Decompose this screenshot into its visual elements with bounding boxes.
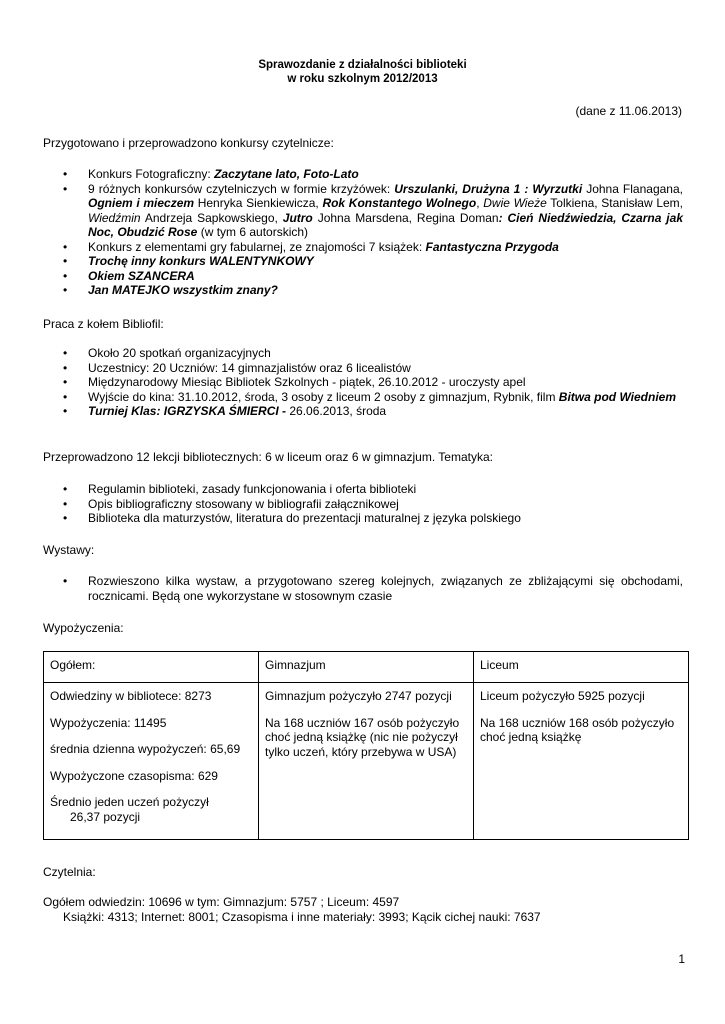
list-item: • Biblioteka dla maturzystów, literatura do prezentacji maturalnej z języka polskiego	[43, 511, 683, 526]
list-item: • Uczestnicy: 20 Uczniów: 14 gimnazjalistów oraz 6 licealistów	[43, 361, 683, 376]
lessons-heading: Przeprowadzono 12 lekcji bibliotecznych: 6 w liceum oraz 6 w gimnazjum. Tematyka:	[43, 450, 493, 464]
loans-table	[43, 651, 689, 840]
list-item: • Wyjście do kina: 31.10.2012, środa, 3 osoby z liceum 2 osoby z gimnazjum, Rybnik, film Bitwa pod Wiedniem	[43, 390, 683, 405]
avg-label: Średnio jeden uczeń pożyczył	[50, 795, 209, 809]
list-item: • Regulamin biblioteki, zasady funkcjonowania i oferta biblioteki	[43, 482, 683, 497]
readers-line-2: Książki: 4313; Internet: 8001; Czasopisma i inne materiały: 3993; Kącik cichej nauki: 7637	[63, 910, 541, 924]
exhibitions-heading: Wystawy:	[43, 543, 95, 557]
list-item: • Jan MATEJKO wszystkim znany?	[43, 283, 683, 298]
list-item: • Trochę inny konkurs WALENTYNKOWY	[43, 254, 683, 269]
lessons-list	[43, 482, 683, 526]
list-item: • Około 20 spotkań organizacyjnych	[43, 346, 683, 361]
gimnazjum-cell	[259, 683, 474, 840]
gimnazjum-students: Na 168 uczniów 167 osób pożyczyło choć jedną książkę (nic nie pożyczył tylko uczeń, który przebywa w USA)	[265, 715, 460, 759]
contests-heading: Przygotowano i przeprowadzono konkursy czytelnicze:	[43, 136, 334, 150]
daily-value: średnia dzienna wypożyczeń: 65,69	[50, 742, 241, 756]
bibliofil-heading: Praca z kołem Bibliofil:	[43, 317, 164, 331]
liceum-students: Na 168 uczniów 168 osób pożyczyło choć jedną książkę	[480, 715, 675, 744]
magazines-value: Wypożyczone czasopisma: 629	[50, 768, 218, 783]
date-note: (dane z 11.06.2013)	[575, 104, 682, 118]
avg-value: 26,37 pozycji	[70, 809, 141, 824]
header-cell: Liceum	[474, 652, 689, 683]
document-title	[0, 58, 725, 86]
header-cell: Ogółem:	[44, 652, 259, 683]
loans-heading: Wypożyczenia:	[43, 621, 124, 635]
header-cell: Gimnazjum	[259, 652, 474, 683]
loans-value: Wypożyczenia: 11495	[50, 715, 167, 730]
title-line-1: Sprawozdanie z działalności biblioteki	[258, 59, 467, 71]
liceum-total: Liceum pożyczyło 5925 pozycji	[480, 689, 645, 703]
contests-list	[43, 167, 683, 298]
total-cell	[44, 683, 259, 840]
readers-line-1: Ogółem odwiedzin: 10696 w tym: Gimnazjum: 5757 ; Liceum: 4597	[43, 895, 400, 909]
page-number: 1	[678, 952, 685, 966]
table-row	[44, 683, 689, 840]
list-item: • Opis bibliograficzny stosowany w bibliografii załącznikowej	[43, 497, 683, 512]
bibliofil-list	[43, 346, 683, 419]
list-item: • Rozwieszono kilka wystaw, a przygotowano szereg kolejnych, związanych ze zbliżającymi się obchodami, rocznicami. Będą one wykorzystane w stosownym czasie	[43, 574, 683, 603]
exhibitions-list	[43, 574, 683, 603]
list-item: • Turniej Klas: IGRZYSKA ŚMIERCI - 26.06.2013, środa	[43, 404, 683, 419]
visits-value: Odwiedziny w bibliotece: 8273	[50, 689, 212, 703]
list-item: • Konkurs z elementami gry fabularnej, ze znajomości 7 książek: Fantastyczna Przygoda	[43, 240, 683, 255]
list-item: • 9 różnych konkursów czytelniczych w formie krzyżówek: Urszulanki, Drużyna 1 : Wyrzutki Johna Flanagana, Ogniem i mieczem Henryka Sienkiewicza, Rok Konstantego Wolnego, Dwie Wieże Tolkiena, Stanisław Lem, Wiedźmin Andrzeja Sapkowskiego, Jutro Johna Marsdena, Regina Doman: Cień Niedźwiedzia, Czarna jak Noc, Obudzić Rose (w tym 6 autorskich)	[43, 182, 683, 240]
list-item: • Międzynarodowy Miesiąc Bibliotek Szkolnych - piątek, 26.10.2012 - uroczysty apel	[43, 375, 683, 390]
gimnazjum-total: Gimnazjum pożyczyło 2747 pozycji	[265, 689, 452, 703]
title-line-2: w roku szkolnym 2012/2013	[287, 73, 438, 85]
list-item: • Okiem SZANCERA	[43, 269, 683, 284]
table-header-row	[44, 652, 689, 683]
list-item: • Konkurs Fotograficzny: Zaczytane lato, Foto-Lato	[43, 167, 683, 182]
liceum-cell	[474, 683, 689, 840]
readers-heading: Czytelnia:	[43, 865, 96, 879]
